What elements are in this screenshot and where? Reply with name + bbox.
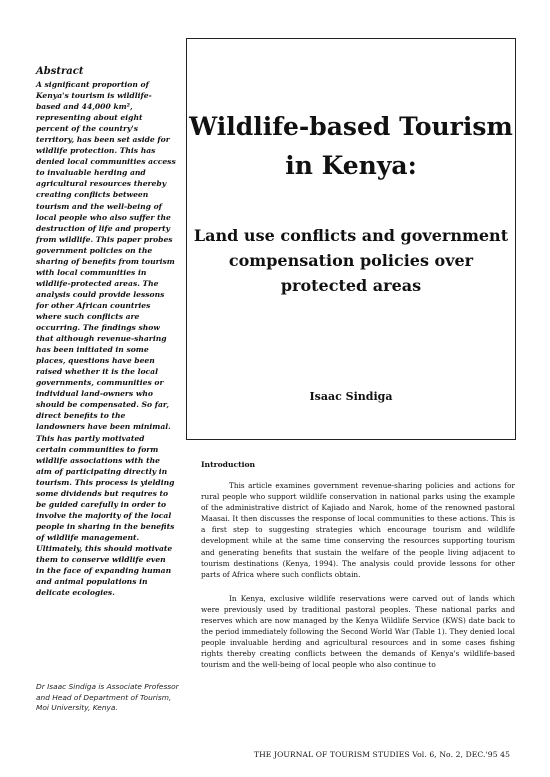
title-box: [186, 38, 516, 440]
intro-paragraph-1: This article examines government revenue-sharing policies and actions for rural people who support wildlife conservation in national parks using the example of the administrative district of Kajiado and Narok, home of the renowned pastoral Maasai. It then discusses the response of local communities to these actions. This is a first step to suggesting strategies which encourage tourism and wildlife development while at the same time conserving the resources supporting tourism and generating benefits that sustain the welfare of the people living adjacent to tourism destinations (Kenya, 1994). The analysis could provide lessons for other parts of Africa where such conflicts obtain.: [201, 481, 515, 579]
abstract-text: A significant proportion of Kenya's tourism is wildlife-based and 44,000 km², representing about eight percent of the country's territory, has been set aside for wildlife protection. This has denied local communities access to invaluable herding and agricultural resources thereby creating conflicts between tourism and the well-being of local people who also suffer the destruction of life and property from wildlife. This paper probes government policies on the sharing of benefits from tourism with local communities in wildlife-protected areas. The analysis could provide lessons for other African countries where such conflicts are occurring. The findings show that although revenue-sharing has been initiated in some places, questions have been raised whether it is the local governments, communities or individual land-owners who should be compensated. So far, direct benefits to the landowners have been minimal. This has partly motivated certain communities to form wildlife associations with the aim of participating directly in tourism. This process is yielding some dividends but requires to be guided carefully in order to involve the majority of the local people in sharing in the benefits of wildlife management. Ultimately, this should motivate them to conserve wildlife even in the face of expanding human and animal populations in delicate ecologies.: [36, 80, 176, 598]
author-affiliation: Dr Isaac Sindiga is Associate Professor and Head of Department of Tourism, Moi University, Kenya.: [36, 682, 179, 713]
article-subtitle: Land use conflicts and government compensation policies over protected areas: [193, 226, 509, 295]
introduction-heading: Introduction: [201, 460, 256, 469]
abstract-heading: Abstract: [36, 66, 84, 77]
author-name: Isaac Sindiga: [309, 390, 393, 403]
introduction-section: [201, 460, 515, 684]
article-title: Wildlife-based Tourism in Kenya:: [189, 112, 513, 180]
journal-footer: THE JOURNAL OF TOURISM STUDIES Vol. 6, No. 2, DEC.'95 45: [253, 750, 510, 759]
abstract-section: [36, 66, 176, 598]
intro-paragraph-2: In Kenya, exclusive wildlife reservations were carved out of lands which were previously used by traditional pastoral peoples. These national parks and reserves which are now managed by the Kenya Wildlife Service (KWS) date back to the period immediately following the Second World War (Table 1). They denied local people invaluable herding and agricultural resources and in some cases fishing rights thereby creating conflicts between the demands of Kenya's wildlife-based tourism and the well-being of local people who also continue to: [201, 593, 515, 670]
